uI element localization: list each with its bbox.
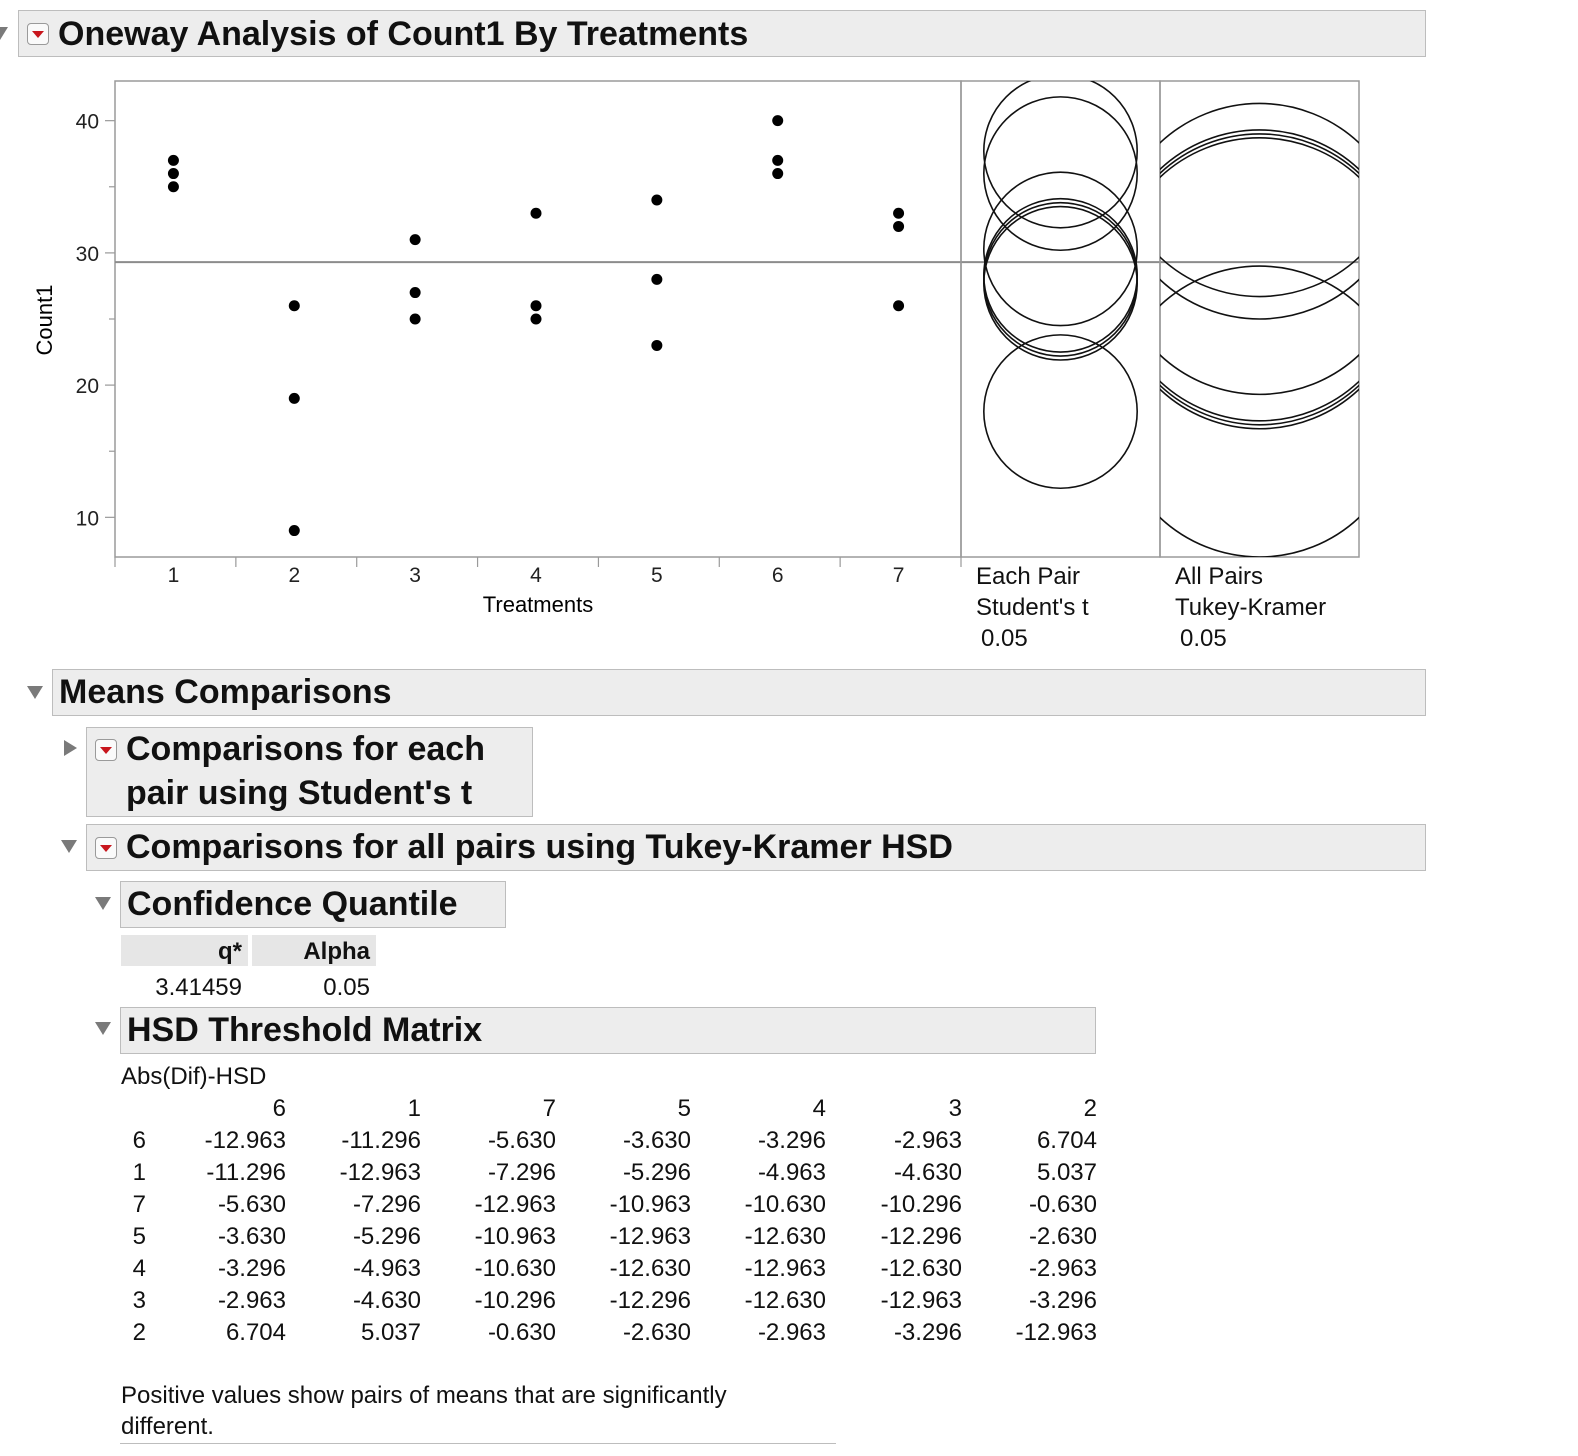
cq-header-q: q* [218,938,242,965]
student-t-menu-button[interactable] [95,739,117,761]
hsd-cell: -2.963 [1028,1255,1097,1282]
cq-value-q: 3.41459 [155,974,242,1001]
hsd-matrix-header [120,1007,1096,1054]
data-point [651,340,662,351]
hsd-cell: -10.963 [609,1191,691,1218]
comparison-circle[interactable] [1114,266,1405,557]
hsd-cell: -2.963 [757,1319,826,1346]
hsd-cell: -3.296 [893,1319,962,1346]
data-point [410,314,421,325]
x-axis-label: Treatments [482,592,594,617]
hsd-cell: -10.630 [744,1191,826,1218]
hsd-cell: -10.296 [474,1287,556,1314]
data-point [531,300,542,311]
hsd-col-header: 7 [542,1095,556,1122]
hsd-matrix-note: Positive values show pairs of means that are significantly different. [121,1382,727,1440]
hsd-cell: -7.296 [352,1191,421,1218]
data-point [651,274,662,285]
data-point [531,208,542,219]
y-tick-label: 30 [75,242,99,266]
hsd-cell: -12.963 [1015,1319,1097,1346]
data-point [410,287,421,298]
hsd-cell: -7.296 [487,1159,556,1186]
data-point [772,155,783,166]
student-t-toggle[interactable] [64,740,77,756]
hsd-col-header: 5 [677,1095,691,1122]
hsd-cell: -12.963 [744,1255,826,1282]
data-point [772,115,783,126]
hsd-cell: -3.630 [622,1127,691,1154]
student-t-title-line1: Comparisons for each [126,730,485,768]
data-point [168,181,179,192]
hsd-cell: -2.963 [217,1287,286,1314]
hsd-cell: -4.630 [352,1287,421,1314]
panel-label-line: 0.05 [1180,625,1227,652]
panel-label-line: Tukey-Kramer [1175,594,1327,621]
oneway-chart [0,0,1578,660]
data-point [651,195,662,206]
confidence-quantile-toggle[interactable] [95,897,111,910]
x-tick-label: 2 [288,564,301,587]
hsd-cell: -0.630 [487,1319,556,1346]
hsd-row-label: 7 [132,1191,146,1218]
cq-value-alpha: 0.05 [323,974,370,1001]
hsd-cell: 5.037 [1036,1159,1097,1186]
hsd-cell: -11.296 [206,1159,286,1186]
hsd-cell: -12.630 [744,1287,826,1314]
panel-label-line: Each Pair [976,563,1081,590]
comparison-circle[interactable] [1114,28,1405,319]
data-point [289,300,300,311]
cq-header-alpha: Alpha [303,938,370,965]
data-point [531,314,542,325]
hsd-cell: -12.630 [880,1255,962,1282]
hsd-matrix-subtitle: Abs(Dif)-HSD [121,1063,267,1090]
student-t-title-line2: pair using Student's t [126,774,473,812]
comparison-circle[interactable] [1114,6,1405,297]
hsd-row-label: 5 [132,1223,146,1250]
panel-label-line: All Pairs [1175,563,1264,590]
hsd-col-header: 2 [1083,1095,1097,1122]
hsd-cell: -2.963 [893,1127,962,1154]
panel-label-line: Student's t [976,594,1089,621]
hsd-row-label: 6 [132,1127,146,1154]
hsd-col-header: 4 [812,1095,826,1122]
hsd-cell: -3.296 [757,1127,826,1154]
hsd-cell: -12.963 [339,1159,421,1186]
y-axis-label: Count1 [32,284,57,356]
next-section-divider [120,1443,836,1444]
hsd-col-header: 1 [407,1095,421,1122]
hsd-cell: -2.630 [622,1319,691,1346]
comparison-circle[interactable] [984,335,1137,488]
hsd-cell: -0.630 [1028,1191,1097,1218]
hsd-cell: -5.630 [217,1191,286,1218]
comparison-circle[interactable] [984,207,1137,360]
hsd-row-label: 1 [132,1159,146,1186]
x-tick-label: 3 [409,564,421,587]
hsd-cell: 6.704 [1036,1127,1097,1154]
x-tick-label: 7 [892,564,905,587]
hsd-col-header: 6 [272,1095,286,1122]
hsd-cell: -4.963 [757,1159,826,1186]
comparison-circle[interactable] [984,199,1137,352]
data-point [893,221,904,232]
hsd-cell: -12.296 [880,1223,962,1250]
y-tick-label: 40 [75,110,99,134]
hsd-cell: -5.296 [352,1223,421,1250]
data-point [410,234,421,245]
hsd-cell: -4.630 [893,1159,962,1186]
x-tick-label: 1 [167,564,180,587]
x-tick-label: 4 [530,564,542,587]
tukey-menu-button[interactable] [95,837,117,859]
comparison-circle[interactable] [1114,103,1405,394]
hsd-cell: -3.296 [1028,1287,1097,1314]
hsd-cell: -3.296 [217,1255,286,1282]
hsd-cell: -12.296 [609,1287,691,1314]
hsd-col-header: 3 [948,1095,962,1122]
comparison-circle[interactable] [984,203,1137,356]
hsd-cell: -3.630 [217,1223,286,1250]
hsd-matrix-toggle[interactable] [95,1022,111,1035]
x-tick-label: 6 [771,564,784,587]
data-point [168,155,179,166]
panel-label-line: 0.05 [981,625,1028,652]
hsd-cell: -12.630 [609,1255,691,1282]
hsd-cell: -12.630 [744,1223,826,1250]
means-comparisons-header [52,669,1426,716]
hsd-cell: -12.963 [204,1127,286,1154]
means-comparisons-title: Means Comparisons [59,673,392,711]
student-t-header [86,727,533,817]
comparison-circle[interactable] [1114,138,1405,429]
confidence-quantile-title: Confidence Quantile [127,885,458,923]
comparison-circle[interactable] [1114,130,1405,421]
comparison-circles [984,74,1137,488]
report-title: Oneway Analysis of Count1 By Treatments [58,15,749,53]
tukey-header [86,824,1426,871]
tukey-title: Comparisons for all pairs using Tukey-Kramer HSD [126,828,953,866]
hsd-cell: -12.963 [609,1223,691,1250]
x-tick-label: 5 [651,564,663,587]
hsd-row-label: 4 [132,1255,146,1282]
data-point [772,168,783,179]
hsd-row-label: 3 [132,1287,146,1314]
hsd-cell: -10.296 [880,1191,962,1218]
hsd-matrix-title: HSD Threshold Matrix [127,1011,483,1049]
hsd-cell: -10.963 [474,1223,556,1250]
y-tick-label: 20 [75,375,99,399]
means-comparisons-toggle[interactable] [27,686,43,699]
hsd-cell: -12.963 [474,1191,556,1218]
hsd-cell: 6.704 [225,1319,286,1346]
hsd-cell: -4.963 [352,1255,421,1282]
data-point [289,525,300,536]
data-point [893,300,904,311]
comparison-circles [1114,6,1405,557]
data-point [893,208,904,219]
hsd-row-label: 2 [132,1319,146,1346]
comparison-panel-frame [961,81,1160,557]
tukey-toggle[interactable] [61,840,77,853]
hsd-cell: -5.296 [622,1159,691,1186]
hsd-cell: -5.630 [487,1127,556,1154]
hsd-cell: 5.037 [360,1319,421,1346]
confidence-quantile-header [120,881,506,928]
hsd-cell: -2.630 [1028,1223,1097,1250]
hsd-cell: -10.630 [474,1255,556,1282]
hsd-cell: -12.963 [880,1287,962,1314]
data-point [168,168,179,179]
data-point [289,393,300,404]
hsd-cell: -11.296 [341,1127,421,1154]
comparison-circle[interactable] [1114,134,1405,425]
comparison-circle[interactable] [984,172,1137,325]
y-tick-label: 10 [75,507,99,531]
